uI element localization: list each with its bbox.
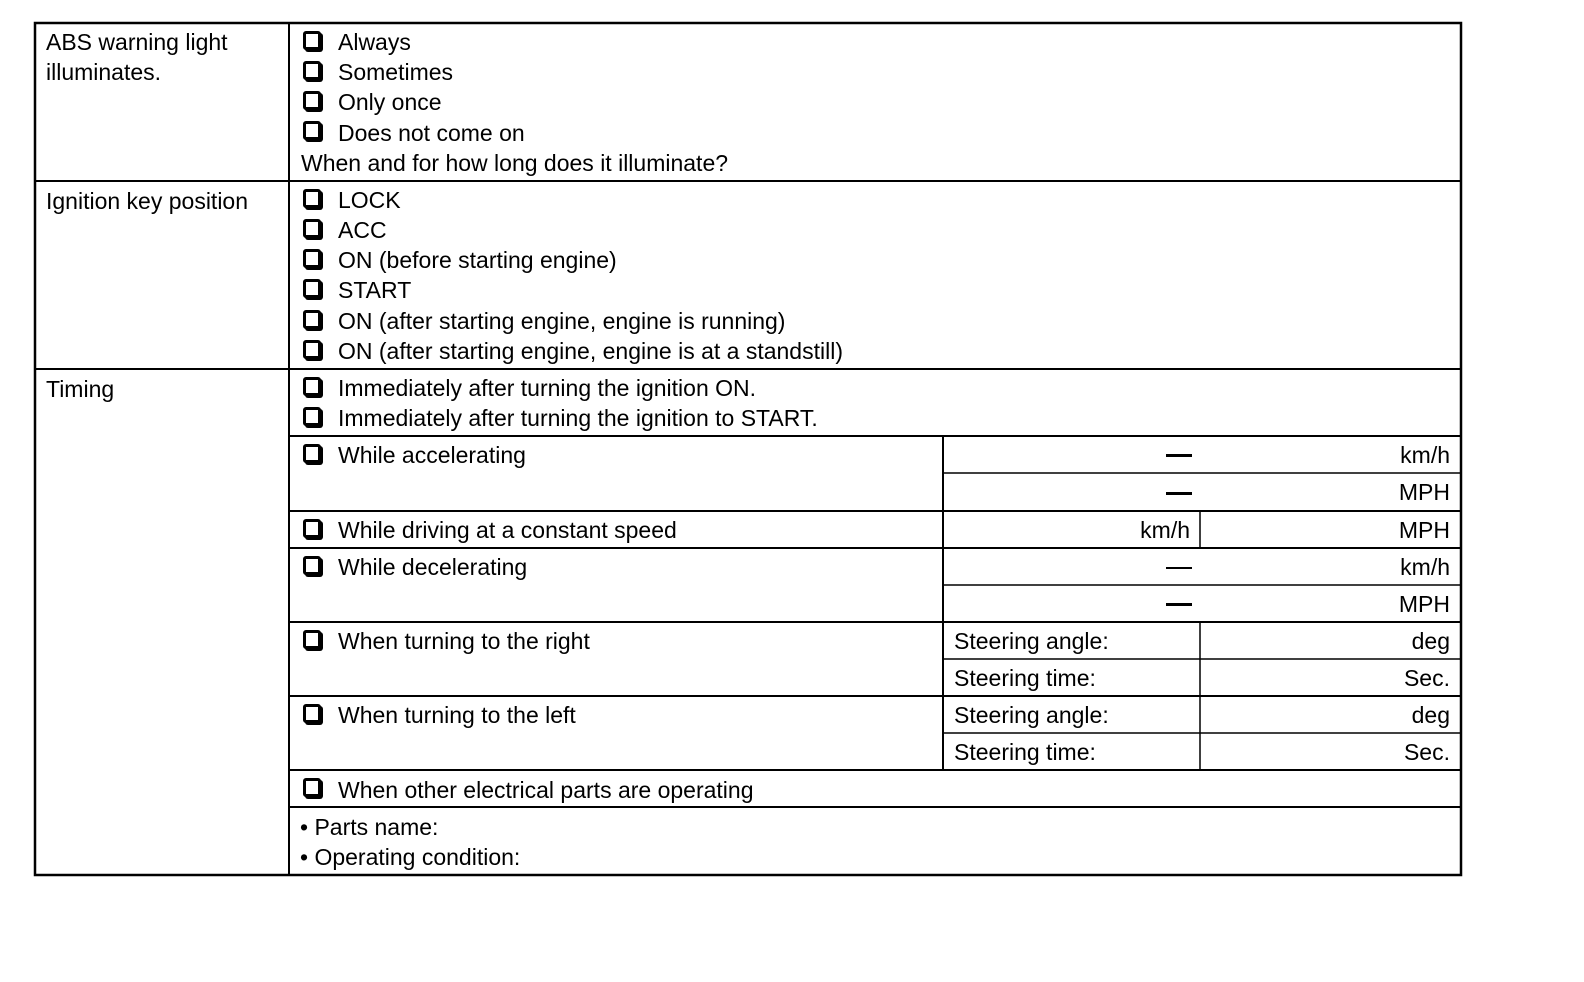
illumination-question: When and for how long does it illuminate?: [301, 150, 729, 176]
always-option-label: Always: [338, 29, 411, 55]
turning-left-checkbox[interactable]: [303, 704, 321, 723]
while-decelerating-checkbox[interactable]: [303, 556, 321, 575]
accel-mph-unit: MPH: [1398, 479, 1450, 505]
other-electrical-parts-label: When other electrical parts are operating: [338, 777, 754, 803]
constant-speed-checkbox[interactable]: [303, 519, 321, 538]
decel-mph-unit: MPH: [1398, 591, 1450, 617]
decel-range-dash-kmh: [1166, 567, 1192, 569]
abs-row-label-line2: illuminates.: [46, 59, 162, 85]
right-steering-time-label: Steering time:: [954, 665, 1096, 691]
while-accelerating-checkbox[interactable]: [303, 444, 321, 463]
left-steering-time-unit: Sec.: [1403, 739, 1450, 765]
on-before-start-checkbox[interactable]: [303, 249, 321, 268]
constant-speed-label: While driving at a constant speed: [338, 517, 677, 543]
on-engine-running-option-label: ON (after starting engine, engine is running): [338, 308, 786, 334]
while-accelerating-label: While accelerating: [338, 442, 526, 468]
right-steering-angle-unit: deg: [1411, 628, 1450, 654]
left-steering-angle-label: Steering angle:: [954, 702, 1109, 728]
on-engine-standstill-checkbox[interactable]: [303, 340, 321, 359]
only-once-option-label: Only once: [338, 89, 442, 115]
constant-mph-unit: MPH: [1398, 517, 1450, 543]
constant-kmh-unit: km/h: [1140, 517, 1190, 543]
only-once-checkbox[interactable]: [303, 91, 321, 110]
turning-right-label: When turning to the right: [338, 628, 590, 654]
accel-range-dash-kmh: [1166, 454, 1192, 457]
turning-left-label: When turning to the left: [338, 702, 576, 728]
on-engine-standstill-option-label: ON (after starting engine, engine is at a standstill): [338, 338, 843, 364]
on-engine-running-checkbox[interactable]: [303, 310, 321, 329]
lock-option-label: LOCK: [338, 187, 401, 213]
does-not-come-on-checkbox[interactable]: [303, 121, 321, 140]
accel-range-dash-mph: [1166, 492, 1192, 495]
acc-checkbox[interactable]: [303, 219, 321, 238]
other-electrical-parts-checkbox[interactable]: [303, 778, 321, 797]
decel-kmh-unit: km/h: [1400, 554, 1450, 580]
parts-name-field: • Parts name:: [300, 814, 439, 840]
immediately-ignition-on-checkbox[interactable]: [303, 377, 321, 396]
acc-option-label: ACC: [338, 217, 387, 243]
does-not-come-on-option-label: Does not come on: [338, 120, 525, 146]
start-option-label: START: [338, 277, 412, 303]
timing-row-label: Timing: [46, 376, 115, 402]
accel-kmh-unit: km/h: [1400, 442, 1450, 468]
sometimes-checkbox[interactable]: [303, 61, 321, 80]
always-checkbox[interactable]: [303, 31, 321, 50]
while-decelerating-label: While decelerating: [338, 554, 528, 580]
on-before-start-option-label: ON (before starting engine): [338, 247, 617, 273]
immediately-ignition-start-label: Immediately after turning the ignition to START.: [338, 405, 818, 431]
operating-condition-field: • Operating condition:: [300, 844, 521, 870]
abs-row-label-line1: ABS warning light: [46, 29, 228, 55]
start-checkbox[interactable]: [303, 279, 321, 298]
left-steering-angle-unit: deg: [1411, 702, 1450, 728]
sometimes-option-label: Sometimes: [338, 59, 454, 85]
right-steering-angle-label: Steering angle:: [954, 628, 1109, 654]
right-steering-time-unit: Sec.: [1403, 665, 1450, 691]
ignition-row-label: Ignition key position: [46, 188, 249, 214]
lock-checkbox[interactable]: [303, 189, 321, 208]
immediately-ignition-start-checkbox[interactable]: [303, 407, 321, 426]
turning-right-checkbox[interactable]: [303, 630, 321, 649]
decel-range-dash-mph: [1166, 603, 1192, 606]
left-steering-time-label: Steering time:: [954, 739, 1096, 765]
immediately-ignition-on-label: Immediately after turning the ignition ON.: [338, 375, 757, 401]
